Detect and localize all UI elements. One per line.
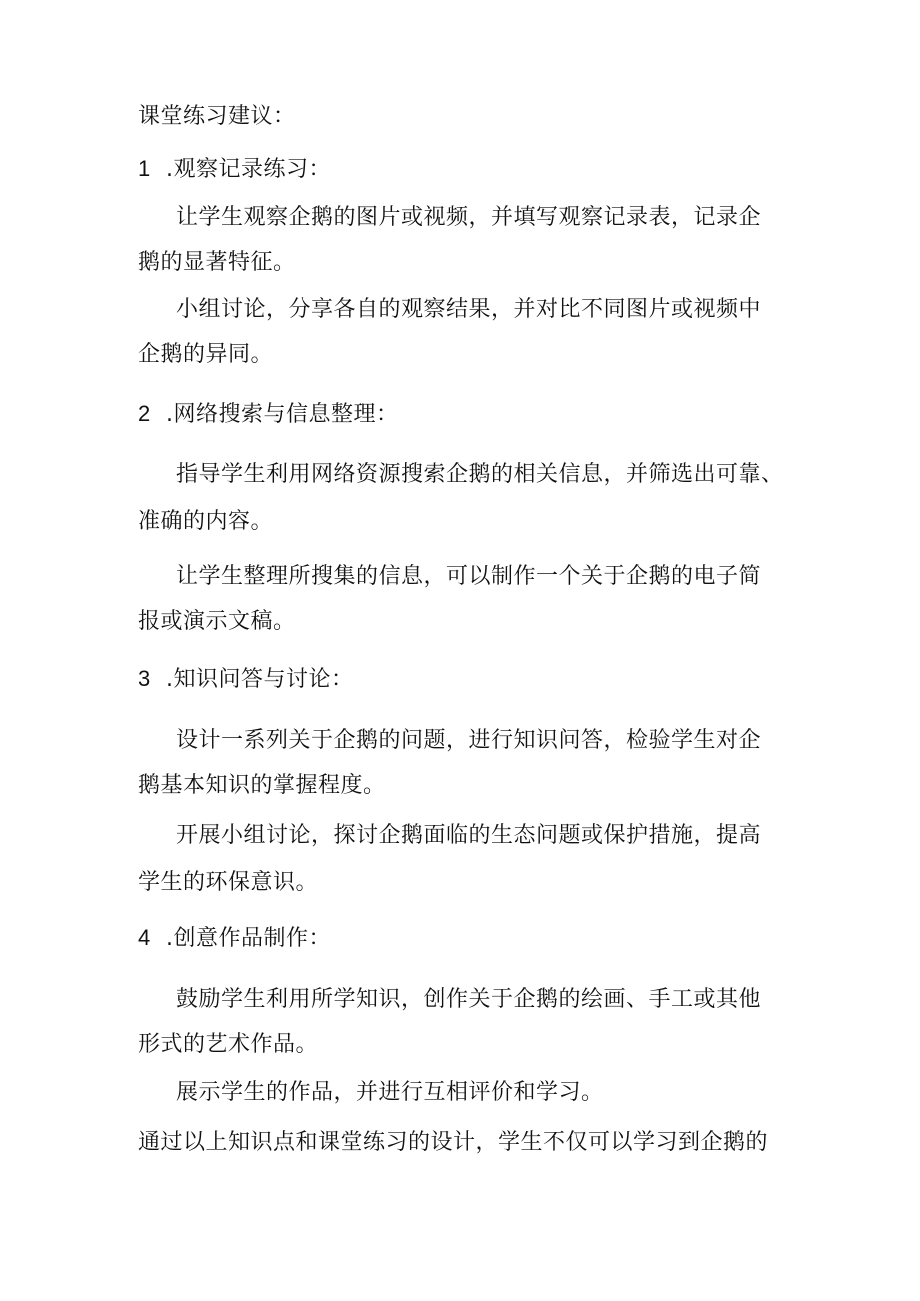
- paragraph-line: 形式的艺术作品。: [138, 1032, 319, 1057]
- paragraph-line: 鹅的显著特征。: [138, 250, 296, 275]
- paragraph-line: 指导学生利用网络资源搜索企鹅的相关信息，并筛选出可靠、: [176, 462, 784, 487]
- paragraph-line: 鼓励学生利用所学知识，创作关于企鹅的绘画、手工或其他: [176, 987, 762, 1012]
- closing-paragraph: 通过以上知识点和课堂练习的设计，学生不仅可以学习到企鹅的: [138, 1130, 769, 1155]
- section-title-text: .观察记录练习：: [166, 157, 331, 182]
- section-number: 3: [138, 666, 151, 691]
- paragraph-line: 展示学生的作品，并进行互相评价和学习。: [176, 1080, 604, 1105]
- section-1-title: [138, 155, 331, 184]
- document-heading: 课堂练习建议：: [138, 104, 296, 129]
- paragraph-line: 小组讨论，分享各自的观察结果，并对比不同图片或视频中: [176, 297, 762, 322]
- section-2-title: [138, 400, 399, 429]
- section-title-text: .知识问答与讨论：: [166, 667, 354, 692]
- paragraph-line: 设计一系列关于企鹅的问题，进行知识问答，检验学生对企: [176, 728, 762, 753]
- section-title-text: .创意作品制作：: [166, 926, 331, 951]
- paragraph-line: 报或演示文稿。: [138, 609, 296, 634]
- paragraph-line: 准确的内容。: [138, 509, 274, 534]
- paragraph-line: 鹅基本知识的掌握程度。: [138, 773, 386, 798]
- section-4-title: [138, 924, 331, 953]
- section-number: 2: [138, 401, 151, 426]
- paragraph-line: 让学生观察企鹅的图片或视频，并填写观察记录表，记录企: [176, 205, 762, 230]
- section-number: 1: [138, 156, 151, 181]
- paragraph-line: 企鹅的异同。: [138, 342, 274, 367]
- paragraph-line: 让学生整理所搜集的信息，可以制作一个关于企鹅的电子简: [176, 564, 762, 589]
- paragraph-line: 学生的环保意识。: [138, 870, 319, 895]
- section-title-text: .网络搜索与信息整理：: [166, 402, 399, 427]
- paragraph-line: 开展小组讨论，探讨企鹅面临的生态问题或保护措施，提高: [176, 823, 762, 848]
- section-number: 4: [138, 925, 151, 950]
- section-3-title: [138, 665, 354, 694]
